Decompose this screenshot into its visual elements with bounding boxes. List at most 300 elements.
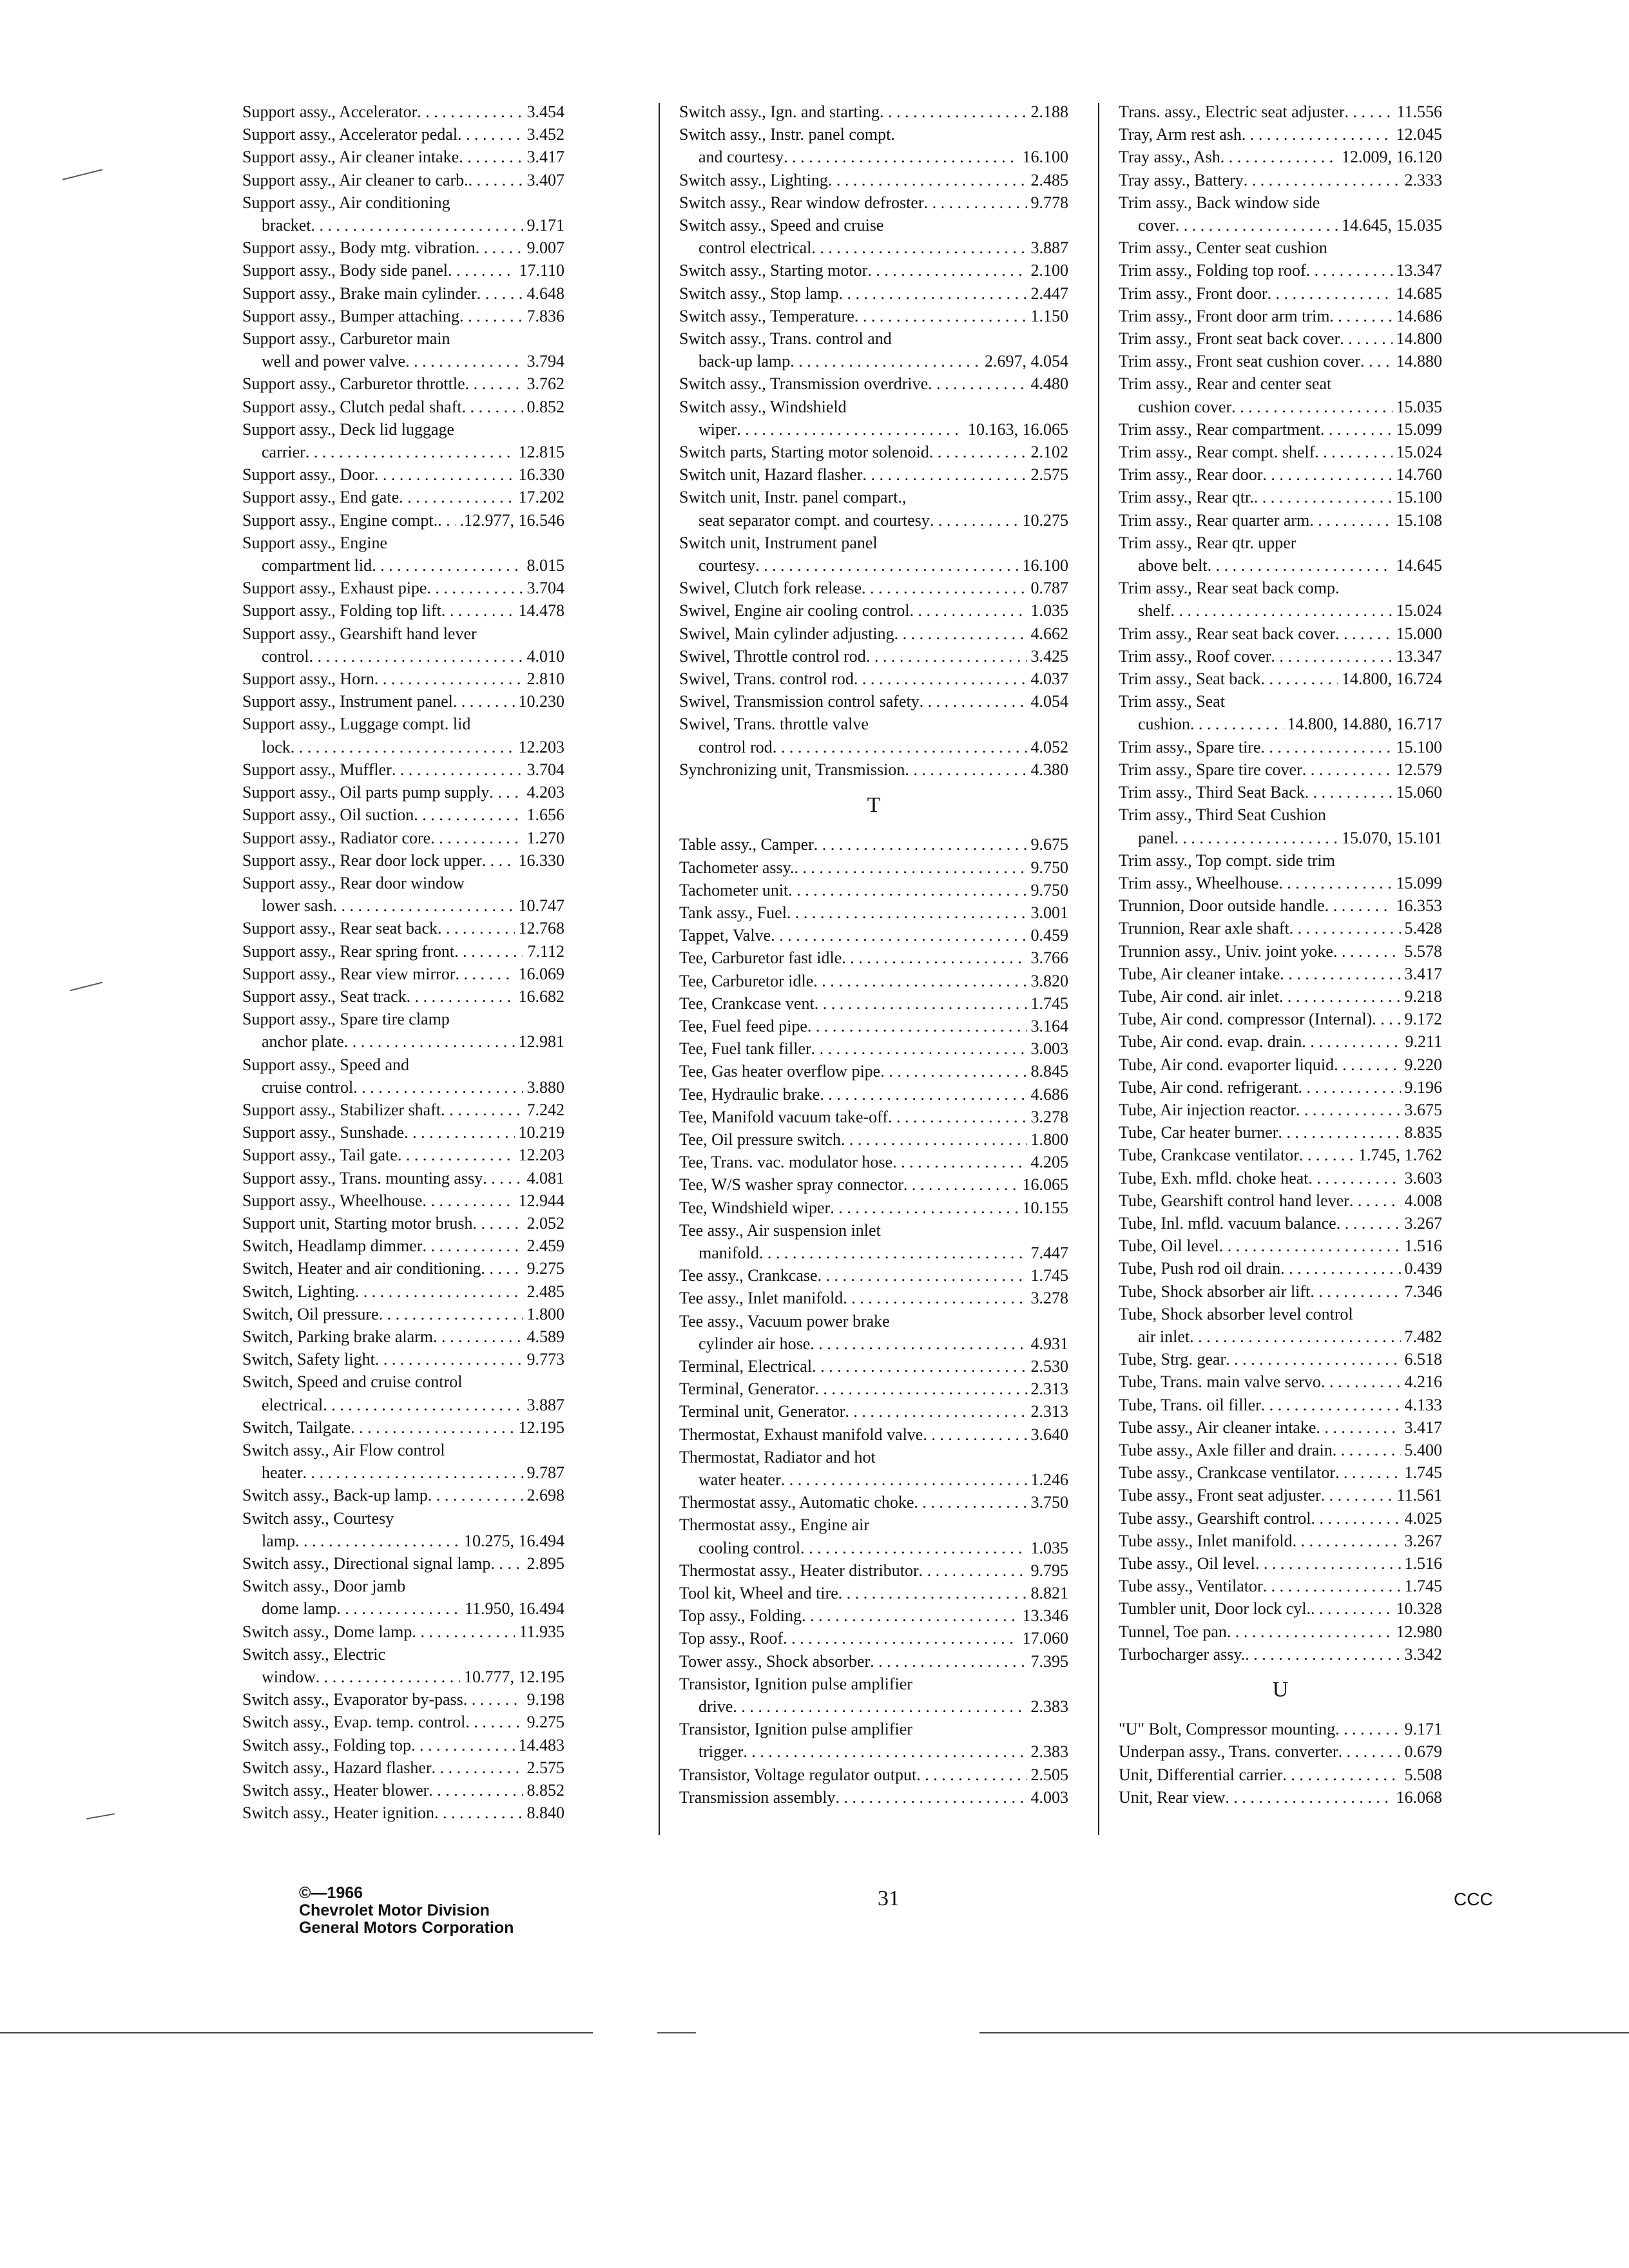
entry-reference: 9.171 bbox=[526, 216, 564, 235]
entry-reference: 9.196 bbox=[1404, 1077, 1442, 1097]
entry-reference: 13.347 bbox=[1396, 646, 1442, 666]
entry-label: Tube assy., Oil level bbox=[1119, 1554, 1255, 1573]
index-entry bbox=[1119, 1786, 1442, 1809]
leader-dots bbox=[1325, 894, 1393, 917]
leader-dots bbox=[1334, 1053, 1400, 1076]
entry-label: Tube, Gearshift control hand lever bbox=[1119, 1191, 1349, 1210]
entry-label: Trim assy., Folding top roof bbox=[1119, 261, 1306, 280]
entry-label: Tube, Air injection reactor bbox=[1119, 1100, 1296, 1119]
index-entry bbox=[679, 327, 1068, 372]
entry-label: Switch assy., Windshield bbox=[679, 397, 847, 416]
margin-mark-2 bbox=[70, 982, 103, 992]
entry-reference: 1.745 bbox=[1030, 1266, 1068, 1285]
leader-dots bbox=[905, 758, 1027, 781]
entry-label: Switch assy., Lighting bbox=[679, 170, 828, 189]
entry-label: Tube, Air cond. air inlet bbox=[1119, 986, 1279, 1006]
leader-dots bbox=[417, 101, 523, 123]
index-entry bbox=[679, 1173, 1068, 1196]
leader-dots bbox=[755, 554, 1018, 577]
entry-label: carrier bbox=[262, 443, 305, 462]
index-entry bbox=[242, 1235, 564, 1257]
leader-dots bbox=[462, 396, 523, 418]
index-entry bbox=[242, 1348, 564, 1370]
entry-label: Tube, Air cond. evap. drain bbox=[1119, 1032, 1302, 1052]
index-entry bbox=[1119, 1030, 1442, 1053]
entry-label: Unit, Differential carrier bbox=[1119, 1765, 1283, 1784]
entry-label: Tee, Carburetor fast idle bbox=[679, 948, 842, 968]
leader-dots bbox=[336, 1597, 461, 1620]
entry-reference: 9.275 bbox=[526, 1259, 564, 1278]
index-entry bbox=[242, 305, 564, 327]
entry-reference: 8.845 bbox=[1030, 1062, 1068, 1081]
entry-reference: 2.383 bbox=[1030, 1742, 1068, 1762]
entry-label: Tee assy., Air suspension inlet bbox=[679, 1220, 881, 1240]
entry-label: Tube, Oil level bbox=[1119, 1236, 1219, 1256]
entry-label: electrical bbox=[262, 1395, 323, 1414]
index-entry bbox=[1119, 1189, 1442, 1212]
leader-dots bbox=[422, 1235, 523, 1257]
leader-dots bbox=[784, 146, 1018, 168]
index-entry bbox=[1119, 1439, 1442, 1461]
column-divider-1 bbox=[659, 103, 660, 1835]
entry-reference: 16.100 bbox=[1022, 148, 1068, 167]
leader-dots bbox=[1311, 1597, 1392, 1620]
leader-dots bbox=[483, 1167, 523, 1189]
entry-reference: 4.380 bbox=[1030, 760, 1068, 779]
index-entry bbox=[1119, 1370, 1442, 1393]
entry-label: Support assy., Bumper attaching bbox=[242, 306, 459, 325]
entry-label: courtesy bbox=[699, 556, 756, 575]
entry-reference: 11.935 bbox=[519, 1622, 564, 1641]
entry-label: Support assy., Engine compt. bbox=[242, 510, 438, 530]
entry-label: Support assy., Tail gate bbox=[242, 1146, 398, 1165]
index-entry bbox=[1119, 418, 1442, 441]
entry-reference: 2.313 bbox=[1030, 1379, 1068, 1399]
index-entry bbox=[679, 947, 1068, 969]
leader-dots bbox=[1315, 441, 1392, 463]
entry-reference: 3.342 bbox=[1404, 1644, 1442, 1664]
entry-reference: 1.035 bbox=[1030, 1538, 1068, 1557]
entry-label: heater bbox=[262, 1463, 303, 1483]
leader-dots bbox=[1280, 1257, 1400, 1280]
entry-reference: 0.439 bbox=[1404, 1259, 1442, 1278]
index-entry bbox=[242, 486, 564, 508]
entry-label: Support assy., Air cleaner to carb. bbox=[242, 170, 468, 189]
entry-label: Support assy., Body mtg. vibration bbox=[242, 238, 476, 258]
leader-dots bbox=[351, 1416, 514, 1439]
entry-reference: 2.447 bbox=[1030, 284, 1068, 303]
leader-dots bbox=[929, 441, 1027, 463]
entry-label: Trim assy., Rear qtr. upper bbox=[1119, 533, 1296, 552]
leader-dots bbox=[429, 1779, 523, 1802]
leader-dots bbox=[788, 879, 1027, 901]
entry-label: Tumbler unit, Door lock cyl. bbox=[1119, 1599, 1311, 1619]
entry-reference: 1.246 bbox=[1030, 1470, 1068, 1489]
index-entry bbox=[1119, 1008, 1442, 1030]
entry-label: Support assy., Trans. mounting assy bbox=[242, 1168, 483, 1187]
entry-reference: 9.211 bbox=[1405, 1032, 1442, 1052]
entry-label: Switch, Speed and cruise control bbox=[242, 1372, 463, 1392]
entry-reference: 1.035 bbox=[1030, 601, 1068, 620]
leader-dots bbox=[468, 169, 523, 191]
entry-label: Switch, Headlamp dimmer bbox=[242, 1236, 423, 1256]
index-entry bbox=[242, 827, 564, 849]
leader-dots bbox=[1261, 1394, 1401, 1416]
entry-reference: 2.333 bbox=[1404, 170, 1442, 189]
entry-reference: 3.704 bbox=[526, 760, 564, 779]
entry-reference: 14.478 bbox=[518, 601, 564, 620]
leader-dots bbox=[1245, 1643, 1400, 1666]
entry-label: Support assy., Air cleaner intake bbox=[242, 148, 459, 167]
leader-dots bbox=[465, 1711, 523, 1733]
entry-reference: 17.202 bbox=[518, 488, 564, 507]
entry-label: cooling control bbox=[699, 1538, 801, 1557]
index-entry bbox=[679, 1037, 1068, 1060]
entry-reference: 3.425 bbox=[1030, 646, 1068, 666]
entry-label: Support assy., Rear door window bbox=[242, 873, 465, 892]
index-entry bbox=[242, 1303, 564, 1325]
entry-label: Tappet, Valve bbox=[679, 926, 771, 945]
index-entry bbox=[679, 123, 1068, 168]
leader-dots bbox=[1305, 781, 1393, 803]
index-entry bbox=[1119, 622, 1442, 645]
entry-reference: 3.417 bbox=[1404, 1418, 1442, 1437]
index-entry bbox=[242, 123, 564, 146]
leader-dots bbox=[802, 1604, 1018, 1627]
entry-reference: 3.454 bbox=[526, 102, 564, 121]
leader-dots bbox=[1293, 1530, 1401, 1552]
entry-label: well and power valve bbox=[262, 352, 406, 371]
leader-dots bbox=[458, 123, 523, 146]
index-entry bbox=[1119, 282, 1442, 305]
index-column-1 bbox=[242, 101, 564, 1824]
leader-dots bbox=[1278, 872, 1392, 894]
index-entry bbox=[242, 1121, 564, 1144]
entry-label: Switch assy., Air Flow control bbox=[242, 1440, 445, 1459]
leader-dots bbox=[374, 463, 515, 486]
entry-reference: 5.400 bbox=[1404, 1440, 1442, 1459]
leader-dots bbox=[828, 169, 1027, 191]
entry-label: Trim assy., Spare tire bbox=[1119, 737, 1261, 756]
entry-label: cushion cover bbox=[1138, 397, 1232, 416]
entry-label: Switch unit, Instr. panel compart., bbox=[679, 488, 907, 507]
leader-dots bbox=[783, 1627, 1018, 1649]
index-entry bbox=[679, 970, 1068, 992]
entry-reference: 2.188 bbox=[1030, 102, 1068, 121]
entry-reference: 2.575 bbox=[1030, 465, 1068, 485]
entry-label: Tool kit, Wheel and tire bbox=[679, 1584, 838, 1602]
entry-reference: 2.505 bbox=[1030, 1765, 1068, 1784]
leader-dots bbox=[1226, 1348, 1400, 1370]
entry-label: Tee, Crankcase vent bbox=[679, 994, 815, 1013]
leader-dots bbox=[1219, 1235, 1401, 1257]
entry-reference: 3.164 bbox=[1030, 1016, 1068, 1035]
entry-label: Support assy., Horn bbox=[242, 669, 374, 689]
leader-dots bbox=[490, 1552, 523, 1575]
leader-dots bbox=[1298, 1076, 1400, 1099]
leader-dots bbox=[374, 668, 523, 690]
leader-dots bbox=[854, 668, 1027, 690]
entry-reference: 1.516 bbox=[1404, 1236, 1442, 1256]
entry-label: Support assy., Luggage compt. lid bbox=[242, 715, 471, 734]
index-entry bbox=[242, 396, 564, 418]
leader-dots bbox=[838, 1582, 1027, 1604]
leader-dots bbox=[1171, 599, 1393, 622]
index-entry bbox=[679, 1604, 1068, 1627]
index-entry bbox=[1119, 123, 1442, 146]
leader-dots bbox=[398, 1144, 515, 1166]
index-entry bbox=[242, 985, 564, 1008]
entry-label: Switch assy., Heater blower bbox=[242, 1781, 429, 1800]
leader-dots bbox=[909, 599, 1027, 622]
index-entry bbox=[1119, 169, 1442, 191]
leader-dots bbox=[333, 894, 514, 917]
entry-label: manifold bbox=[699, 1243, 759, 1262]
leader-dots bbox=[433, 1325, 523, 1348]
index-entry bbox=[242, 963, 564, 985]
entry-reference: 14.483 bbox=[518, 1735, 564, 1754]
entry-label: Underpan assy., Trans. converter bbox=[1119, 1742, 1338, 1762]
leader-dots bbox=[1320, 418, 1393, 441]
index-entry bbox=[1119, 1303, 1442, 1348]
entry-label: Support assy., Rear view mirror bbox=[242, 964, 456, 983]
entry-reference: 17.110 bbox=[519, 261, 564, 280]
index-entry bbox=[679, 1128, 1068, 1151]
leader-dots bbox=[455, 963, 514, 985]
leader-dots bbox=[311, 214, 523, 236]
entry-label: Switch, Safety light bbox=[242, 1350, 375, 1369]
entry-reference: 2.810 bbox=[526, 669, 564, 689]
index-entry bbox=[679, 1400, 1068, 1423]
entry-reference: 4.205 bbox=[1030, 1153, 1068, 1172]
leader-dots bbox=[412, 1620, 515, 1643]
leader-dots bbox=[867, 259, 1027, 282]
leader-dots bbox=[812, 1355, 1027, 1378]
corporation-line: General Motors Corporation bbox=[299, 1919, 514, 1937]
index-entry bbox=[679, 1355, 1068, 1378]
page-code: CCC bbox=[1454, 1889, 1493, 1909]
leader-dots bbox=[1316, 1416, 1400, 1439]
index-entry bbox=[242, 849, 564, 872]
entry-label: Trim assy., Front door bbox=[1119, 284, 1268, 303]
leader-dots bbox=[404, 1121, 514, 1144]
leader-dots bbox=[434, 1802, 523, 1824]
entry-label: Swivel, Transmission control safety bbox=[679, 692, 920, 711]
index-entry bbox=[1119, 441, 1442, 463]
entry-label: lamp bbox=[262, 1531, 295, 1550]
entry-reference: 2.459 bbox=[526, 1236, 564, 1256]
index-entry bbox=[1119, 146, 1442, 168]
entry-label: air inlet bbox=[1138, 1327, 1190, 1346]
entry-reference: 16.065 bbox=[1022, 1175, 1068, 1195]
index-entry bbox=[242, 781, 564, 803]
index-entry bbox=[1119, 1643, 1442, 1666]
entry-label: Tee, W/S washer spray connector bbox=[679, 1175, 903, 1195]
index-entry bbox=[679, 1287, 1068, 1309]
index-entry bbox=[1119, 894, 1442, 917]
entry-label: Tee, Hydraulic brake bbox=[679, 1084, 820, 1104]
entry-label: Trans. assy., Electric seat adjuster bbox=[1119, 102, 1345, 121]
entry-reference: 4.008 bbox=[1404, 1191, 1442, 1210]
entry-label: Trim assy., Rear quarter arm bbox=[1119, 510, 1310, 530]
leader-dots bbox=[862, 463, 1027, 486]
entry-reference: 14.686 bbox=[1396, 306, 1442, 325]
entry-reference: 5.578 bbox=[1404, 941, 1442, 961]
entry-label: cylinder air hose bbox=[699, 1334, 811, 1353]
index-entry bbox=[679, 1786, 1068, 1809]
leader-dots bbox=[815, 1378, 1027, 1400]
index-entry bbox=[679, 1378, 1068, 1400]
entry-label: Tube, Air cleaner intake bbox=[1119, 964, 1280, 983]
entry-label: Trunnion, Door outside handle bbox=[1119, 896, 1325, 916]
entry-reference: 14.685 bbox=[1396, 284, 1442, 303]
entry-reference: 15.108 bbox=[1396, 510, 1442, 530]
leader-dots bbox=[411, 1734, 515, 1756]
leader-dots bbox=[1310, 1280, 1400, 1303]
index-entry bbox=[242, 1099, 564, 1121]
entry-label: Turbocharger assy. bbox=[1119, 1644, 1246, 1664]
index-entry bbox=[242, 1189, 564, 1212]
leader-dots bbox=[1335, 1718, 1400, 1740]
index-entry bbox=[242, 1688, 564, 1711]
leader-dots bbox=[323, 1394, 523, 1416]
entry-reference: 9.171 bbox=[1404, 1720, 1442, 1739]
entry-reference: 15.100 bbox=[1396, 488, 1442, 507]
index-entry bbox=[679, 1015, 1068, 1037]
entry-label: Terminal, Generator bbox=[679, 1379, 815, 1399]
index-entry bbox=[679, 1423, 1068, 1446]
entry-reference: 15.070, 15.101 bbox=[1342, 828, 1442, 847]
index-entry bbox=[1119, 1597, 1442, 1620]
index-entry bbox=[679, 101, 1068, 123]
index-entry bbox=[242, 1575, 564, 1620]
index-entry bbox=[679, 259, 1068, 282]
entry-reference: 3.417 bbox=[1404, 964, 1442, 983]
entry-reference: 12.815 bbox=[518, 443, 564, 462]
entry-label: Tube assy., Crankcase ventilator bbox=[1119, 1463, 1336, 1483]
copyright-line: ©—1966 bbox=[299, 1884, 363, 1902]
entry-reference: 2.485 bbox=[526, 1282, 564, 1301]
leader-dots bbox=[1254, 486, 1393, 508]
leader-dots bbox=[438, 509, 456, 532]
entry-label: Support assy., Stabilizer shaft bbox=[242, 1100, 441, 1119]
index-entry bbox=[1119, 1575, 1442, 1597]
entry-reference: 3.704 bbox=[526, 579, 564, 598]
leader-dots bbox=[830, 1196, 1018, 1219]
entry-label: Trim assy., Rear door bbox=[1119, 465, 1263, 485]
entry-reference: 3.003 bbox=[1030, 1039, 1068, 1059]
entry-label: and courtesy bbox=[699, 148, 784, 167]
entry-label: Support assy., Radiator core bbox=[242, 828, 431, 847]
entry-reference: 9.778 bbox=[1030, 193, 1068, 212]
bottom-rule-left bbox=[0, 2032, 593, 2033]
entry-reference: 15.000 bbox=[1396, 624, 1442, 643]
leader-dots bbox=[1271, 645, 1392, 668]
entry-label: Tube assy., Front seat adjuster bbox=[1119, 1486, 1321, 1505]
index-entry bbox=[1119, 1212, 1442, 1235]
index-entry bbox=[1119, 372, 1442, 418]
entry-reference: 10.219 bbox=[518, 1123, 564, 1142]
index-entry bbox=[242, 758, 564, 781]
index-entry bbox=[242, 1756, 564, 1779]
entry-label: trigger bbox=[699, 1742, 744, 1762]
leader-dots bbox=[392, 758, 523, 781]
leader-dots bbox=[813, 970, 1027, 992]
entry-reference: 2.530 bbox=[1030, 1356, 1068, 1376]
index-entry bbox=[679, 214, 1068, 259]
entry-label: Support unit, Starting motor brush bbox=[242, 1213, 473, 1233]
entry-label: Trim assy., Rear seat back cover bbox=[1119, 624, 1335, 643]
entry-reference: 15.060 bbox=[1396, 783, 1442, 802]
leader-dots bbox=[880, 1060, 1027, 1082]
index-entry bbox=[679, 1673, 1068, 1718]
leader-dots bbox=[473, 1212, 523, 1235]
entry-reference: 4.133 bbox=[1404, 1395, 1442, 1414]
entry-label: seat separator compt. and courtesy bbox=[699, 510, 930, 530]
entry-reference: 16.069 bbox=[518, 964, 564, 983]
index-entry bbox=[679, 577, 1068, 599]
entry-reference: 3.762 bbox=[526, 374, 564, 394]
entry-label: Tube, Car heater burner bbox=[1119, 1123, 1278, 1142]
entry-reference: 12.944 bbox=[518, 1191, 564, 1210]
index-entry bbox=[1119, 1620, 1442, 1643]
entry-reference: 1.745 bbox=[1404, 1577, 1442, 1596]
leader-dots bbox=[1263, 1575, 1401, 1597]
entry-label: Swivel, Trans. control rod bbox=[679, 669, 854, 689]
entry-label: shelf bbox=[1138, 601, 1171, 620]
leader-dots bbox=[355, 1280, 523, 1303]
column-divider-2 bbox=[1098, 103, 1099, 1835]
entry-label: Swivel, Main cylinder adjusting bbox=[679, 624, 894, 643]
index-entry bbox=[679, 645, 1068, 668]
leader-dots bbox=[914, 1491, 1027, 1514]
leader-dots bbox=[888, 1106, 1027, 1128]
entry-reference: 4.480 bbox=[1030, 374, 1068, 394]
entry-reference: 12.045 bbox=[1396, 125, 1442, 144]
entry-label: Swivel, Engine air cooling control bbox=[679, 601, 910, 620]
leader-dots bbox=[880, 101, 1027, 123]
leader-dots bbox=[1261, 736, 1393, 758]
leader-dots bbox=[305, 441, 515, 463]
leader-dots bbox=[477, 282, 523, 305]
entry-label: Trim assy., Center seat cushion bbox=[1119, 238, 1327, 258]
entry-reference: 3.640 bbox=[1030, 1425, 1068, 1444]
index-entry bbox=[242, 1507, 564, 1552]
entry-reference: 11.561 bbox=[1396, 1486, 1442, 1505]
entry-reference: 3.750 bbox=[1030, 1493, 1068, 1512]
entry-reference: 9.172 bbox=[1404, 1010, 1442, 1029]
entry-reference: 7.836 bbox=[526, 306, 564, 325]
entry-label: Support assy., Spare tire clamp bbox=[242, 1010, 450, 1029]
leader-dots bbox=[924, 191, 1027, 214]
entry-reference: 4.662 bbox=[1030, 624, 1068, 643]
entry-reference: 2.697, 4.054 bbox=[985, 352, 1068, 371]
index-entry bbox=[242, 191, 564, 236]
index-entry bbox=[1119, 463, 1442, 486]
index-entry bbox=[679, 1650, 1068, 1673]
index-entry bbox=[679, 1491, 1068, 1514]
entry-label: Tunnel, Toe pan bbox=[1119, 1622, 1227, 1641]
entry-label: Tube assy., Ventilator bbox=[1119, 1577, 1263, 1596]
leader-dots bbox=[1175, 214, 1338, 236]
leader-dots bbox=[309, 645, 523, 668]
entry-reference: 4.054 bbox=[1030, 692, 1068, 711]
leader-dots bbox=[454, 940, 523, 963]
entry-label: Switch assy., Hazard flasher bbox=[242, 1758, 432, 1777]
index-entry bbox=[242, 1711, 564, 1733]
leader-dots bbox=[1289, 917, 1401, 939]
leader-dots bbox=[841, 1128, 1027, 1151]
